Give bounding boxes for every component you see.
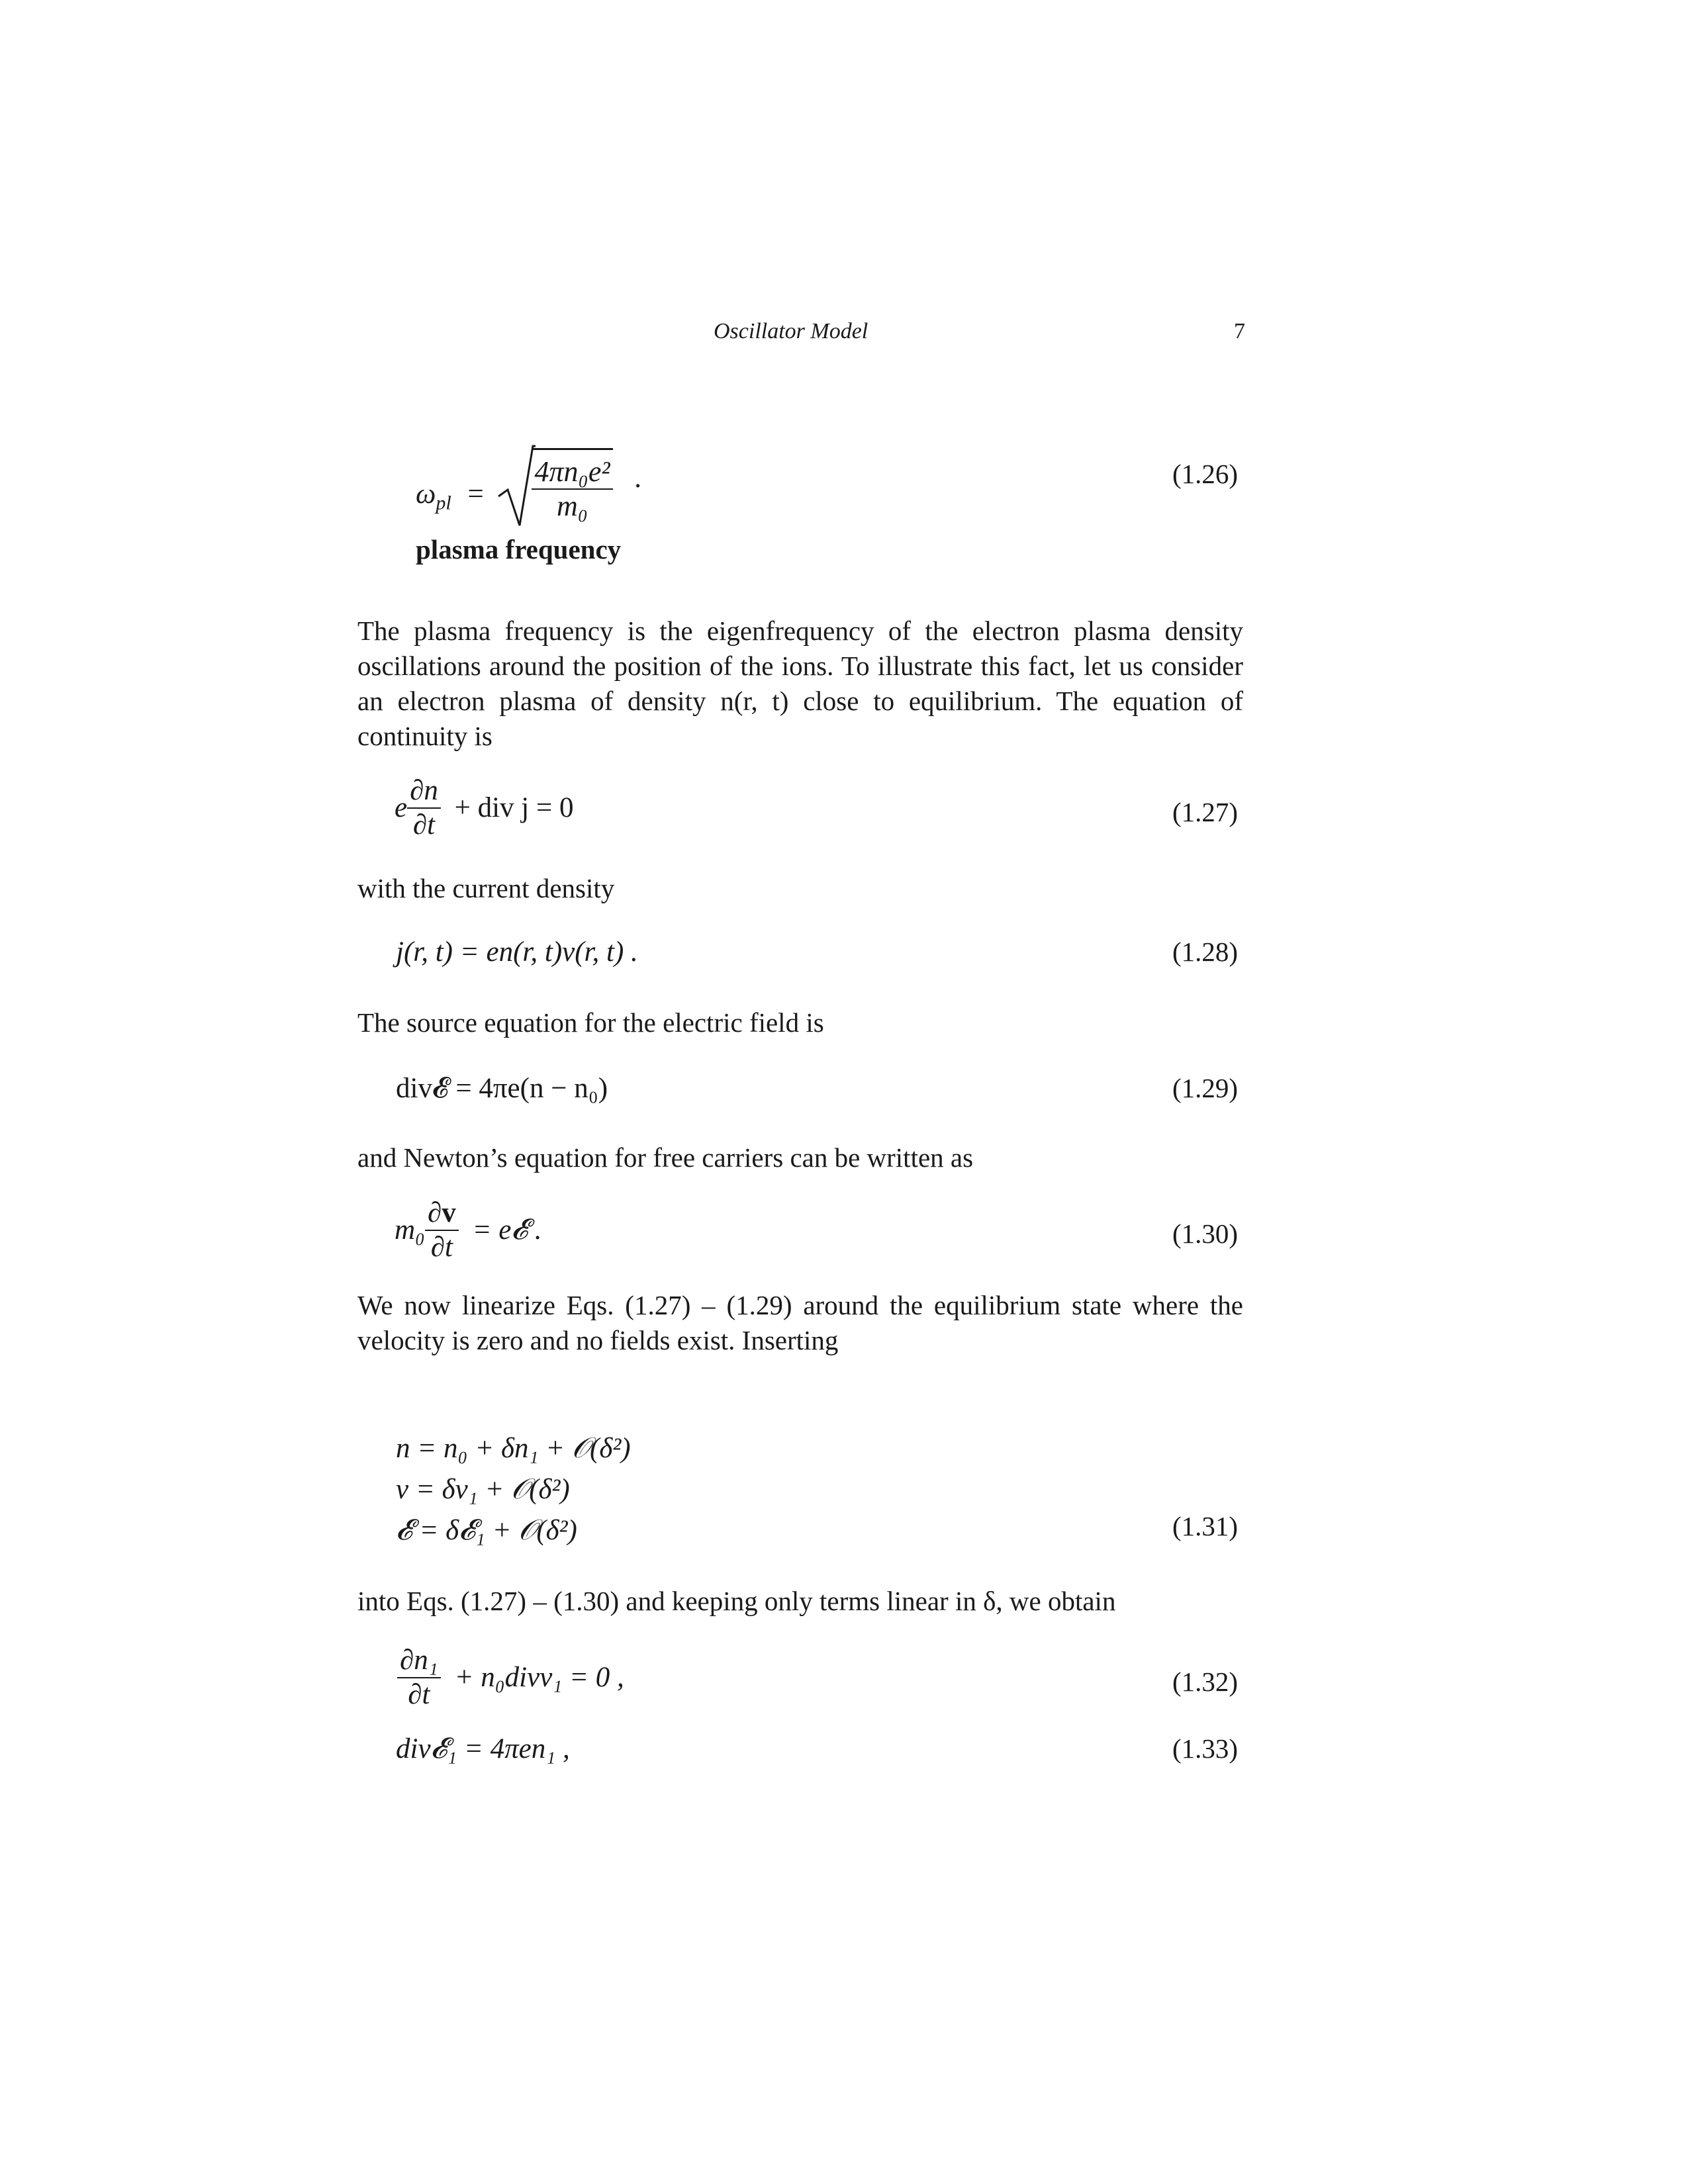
eq130-fraction bbox=[425, 1197, 459, 1264]
definition-label: plasma frequency bbox=[416, 534, 622, 565]
eq132-denominator: ∂t bbox=[408, 1679, 430, 1710]
paragraph-current-density: with the current density bbox=[357, 873, 615, 903]
eq132-fraction bbox=[397, 1644, 441, 1711]
fraction-numerator: 4πn₀e² bbox=[532, 455, 612, 490]
eq131-velocity-line: v = δv₁ + 𝒪(δ²) bbox=[396, 1474, 570, 1505]
eq132-numerator: ∂n₁ bbox=[397, 1644, 441, 1678]
equation-1-32 bbox=[397, 1644, 624, 1711]
equation-number-1-31: (1.31) bbox=[1172, 1511, 1238, 1541]
paragraph-newton-equation: and Newton’s equation for free carriers can be written as bbox=[357, 1142, 974, 1173]
square-root-sign bbox=[496, 442, 536, 528]
equation-1-29: div𝓔 = 4πe(n − n₀) bbox=[396, 1073, 608, 1104]
fraction-denominator: m₀ bbox=[556, 489, 588, 522]
omega-symbol: ω bbox=[416, 478, 436, 510]
eq127-prefactor: e bbox=[395, 792, 408, 823]
running-header-title: Oscillator Model bbox=[714, 319, 868, 343]
page-number: 7 bbox=[1234, 319, 1245, 343]
eq127-rest: + div j = 0 bbox=[454, 792, 574, 823]
equation-1-28: j(r, t) = en(r, t)v(r, t) . bbox=[396, 936, 638, 968]
equation-number-1-28: (1.28) bbox=[1172, 936, 1238, 967]
equation-number-1-26: (1.26) bbox=[1172, 459, 1238, 489]
eq130-prefactor: m₀ bbox=[395, 1214, 426, 1246]
equation-1-31 bbox=[396, 1428, 631, 1551]
equation-1-27 bbox=[395, 774, 574, 842]
eq131-field-line: 𝓔 = δ𝓔₁ + 𝒪(δ²) bbox=[396, 1515, 577, 1546]
equals-sign: = bbox=[467, 478, 484, 510]
paragraph-source-equation: The source equation for the electric field is bbox=[357, 1007, 824, 1038]
equation-number-1-33: (1.33) bbox=[1172, 1733, 1238, 1764]
equation-1-26 bbox=[416, 429, 641, 528]
equation-period: . bbox=[634, 463, 642, 494]
equation-number-1-32: (1.32) bbox=[1172, 1666, 1238, 1697]
eq130-rest: = e𝓔 . bbox=[472, 1214, 542, 1246]
equation-number-1-30: (1.30) bbox=[1172, 1218, 1238, 1249]
radicand-fraction bbox=[532, 448, 612, 523]
eq132-rest: + n₀divv₁ = 0 , bbox=[454, 1662, 624, 1693]
equation-1-33: div𝓔₁ = 4πen₁ , bbox=[396, 1733, 570, 1764]
paragraph-into-eqs: into Eqs. (1.27) – (1.30) and keeping only terms linear in δ, we obtain bbox=[357, 1586, 1116, 1616]
eq130-numerator: ∂v bbox=[425, 1197, 459, 1231]
paragraph-linearize: We now linearize Eqs. (1.27) – (1.29) around the equilibrium state where the velocity is zero and no fields exist. Inserting bbox=[357, 1290, 1243, 1355]
equation-number-1-27: (1.27) bbox=[1172, 797, 1238, 827]
eq127-denominator: ∂t bbox=[412, 809, 436, 841]
eq130-denominator: ∂t bbox=[430, 1232, 453, 1263]
eq131-density-line: n = n₀ + δn₁ + 𝒪(δ²) bbox=[396, 1433, 631, 1464]
paragraph-plasma-frequency: The plasma frequency is the eigenfrequency of the electron plasma density oscillations around the position of the ions. To illustrate this fact, let us consider an electron plasma of density n(r, t) close to equilibrium. The equation of continuity is bbox=[357, 615, 1243, 751]
equation-number-1-29: (1.29) bbox=[1172, 1073, 1238, 1103]
eq127-numerator: ∂n bbox=[407, 774, 441, 809]
eq127-fraction bbox=[407, 774, 441, 842]
equation-1-30 bbox=[395, 1197, 542, 1264]
omega-subscript: pl bbox=[436, 492, 451, 514]
